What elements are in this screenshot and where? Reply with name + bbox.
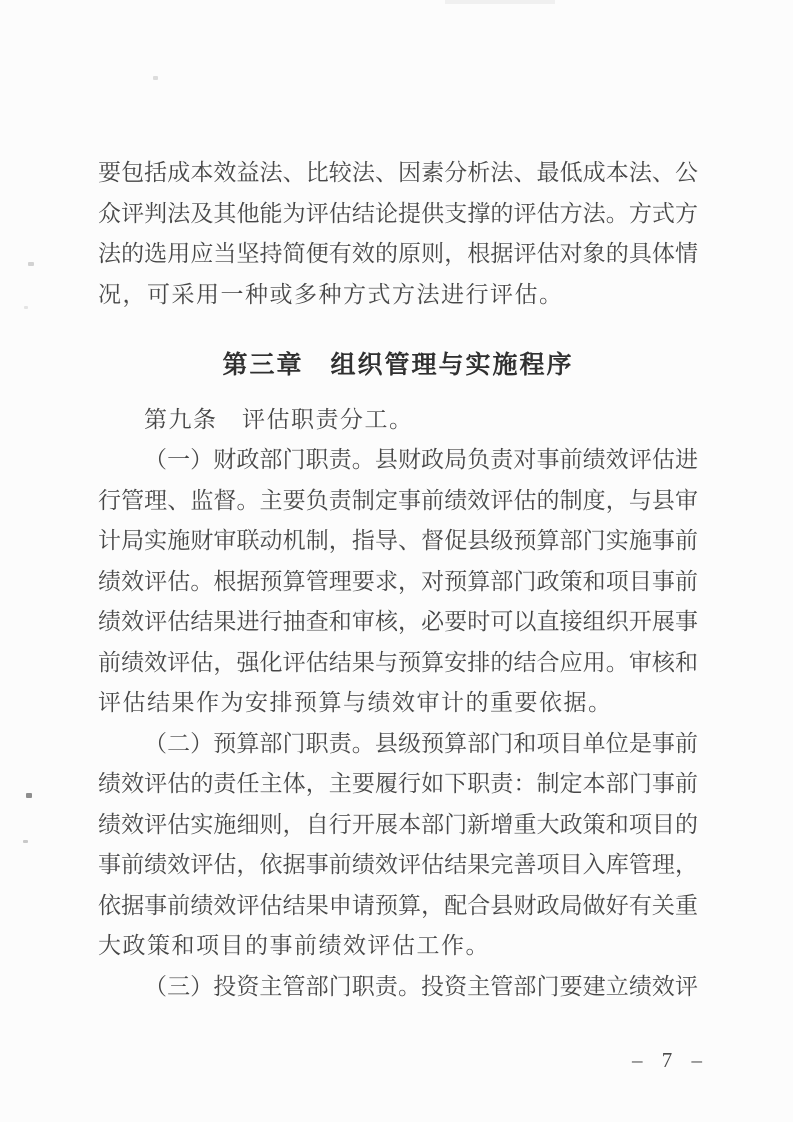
- text-line: 绩效评估的责任主体，主要履行如下职责：制定本部门事前: [98, 771, 698, 796]
- text-line: 绩效评估。根据预算管理要求，对预算部门政策和项目事前: [98, 568, 698, 594]
- text-line: 法的选用应当坚持简便有效的原则，根据评估对象的具体情: [98, 241, 698, 266]
- text-line: 况，可采用一种或多种方式方法进行评估。: [98, 281, 564, 307]
- text-line: 计局实施财审联动机制，指导、督促县级预算部门实施事前: [98, 528, 698, 553]
- text-line: （一）财政部门职责。县财政局负责对事前绩效评估进: [144, 447, 698, 472]
- paragraph: [98, 724, 698, 967]
- paragraph: [98, 440, 698, 724]
- paragraph: [98, 967, 698, 1008]
- text-line: 众评判法及其他能为评估结论提供支撑的评估方法。方式方: [98, 200, 698, 226]
- text-block: [98, 153, 698, 1007]
- paragraph-continuation: [98, 153, 698, 315]
- scan-speck: [23, 840, 28, 843]
- text-line: 绩效评估实施细则，自行开展本部门新增重大政策和项目的: [98, 811, 698, 837]
- text-line: 大政策和项目的事前绩效评估工作。: [98, 933, 490, 958]
- text-line: （二）预算部门职责。县级预算部门和项目单位是事前: [144, 730, 698, 756]
- text-line: 绩效评估结果进行抽查和审核，必要时可以直接组织开展事: [98, 609, 698, 634]
- text-line: 依据事前绩效评估结果申请预算，配合县财政局做好有关重: [98, 892, 698, 918]
- chapter-heading: 第三章 组织管理与实施程序: [222, 351, 574, 379]
- text-line: 第九条 评估职责分工。: [144, 406, 414, 432]
- scan-speck: [26, 793, 32, 798]
- scan-edge-streak: [445, 0, 555, 4]
- scan-speck: [28, 262, 34, 266]
- text-line: （三）投资主管部门职责。投资主管部门要建立绩效评: [144, 973, 698, 999]
- text-line: 前绩效评估，强化评估结果与预算安排的结合应用。审核和: [98, 649, 698, 675]
- text-line: 行管理、监督。主要负责制定事前绩效评估的制度，与县审: [98, 487, 698, 513]
- scan-speck: [24, 306, 28, 309]
- text-line: 评估结果作为安排预算与绩效审计的重要依据。: [98, 690, 613, 715]
- page-number: – 7 –: [632, 1048, 709, 1072]
- article-heading: [98, 400, 698, 441]
- text-line: 要包括成本效益法、比较法、因素分析法、最低成本法、公: [98, 160, 698, 185]
- scan-speck: [153, 76, 158, 80]
- text-line: 事前绩效评估，依据事前绩效评估结果完善项目入库管理，: [98, 852, 698, 877]
